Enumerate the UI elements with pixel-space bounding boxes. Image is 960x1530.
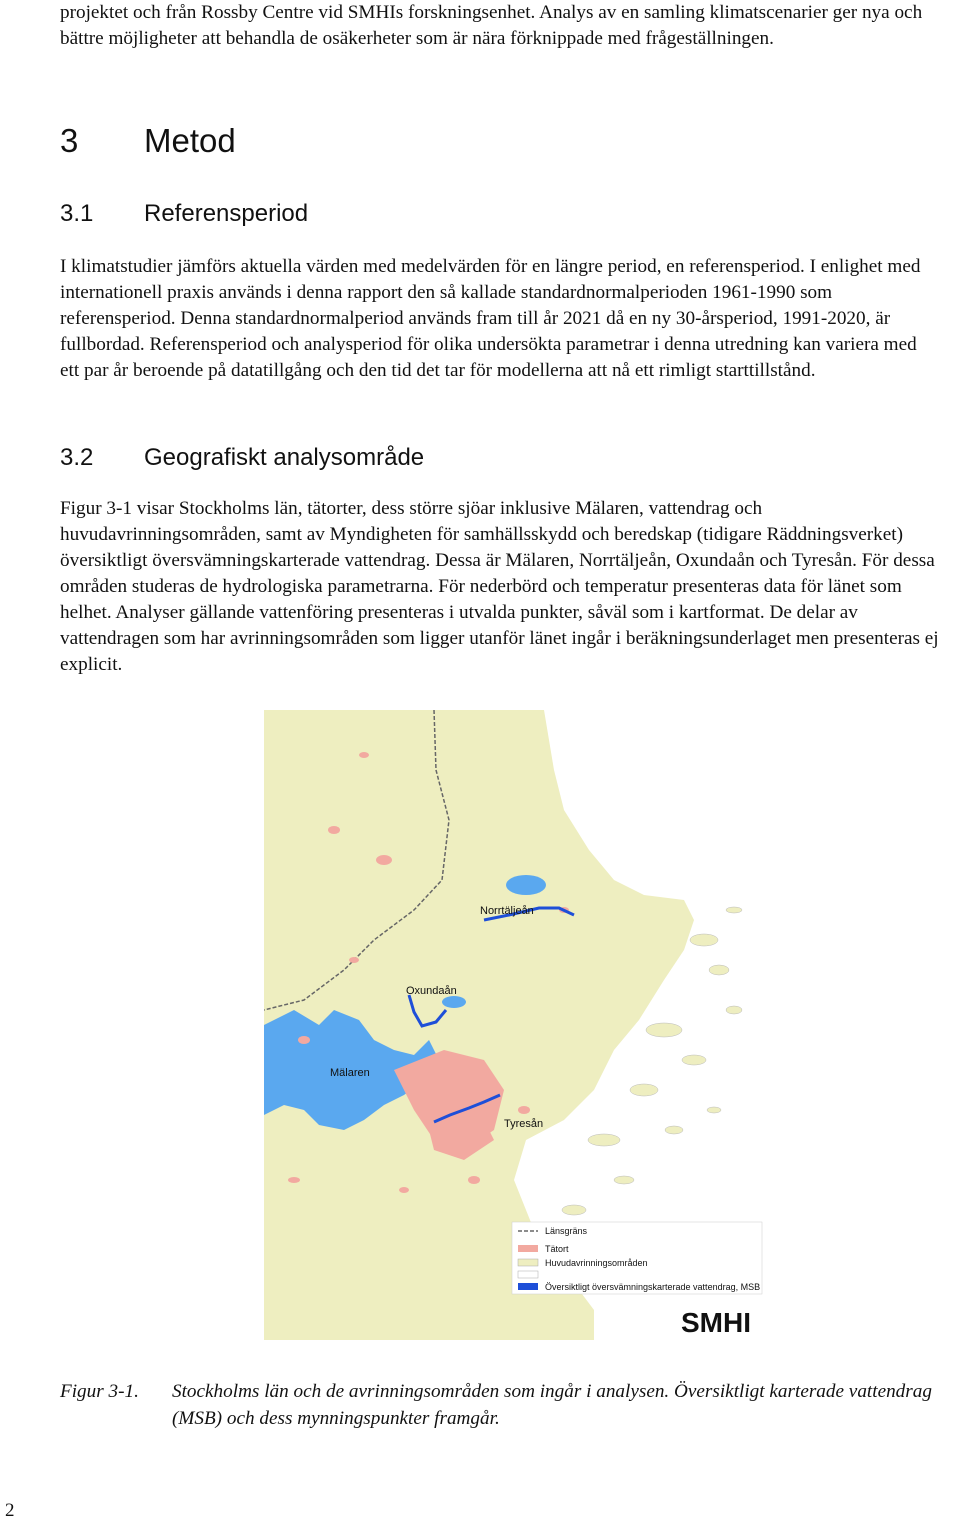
legend-label: Länsgräns [545,1226,588,1236]
smhi-logo: SMHI [681,1307,751,1338]
legend-swatch [518,1259,538,1266]
chapter-heading [60,122,236,160]
legend-swatch [518,1283,538,1290]
legend-swatch [518,1271,538,1278]
chapter-title: Metod [144,122,236,159]
chapter-number: 3 [60,122,79,159]
figure-map [264,710,764,1340]
legend-swatch [518,1245,538,1252]
section-heading-3-1 [60,200,308,228]
caption-label: Figur 3-1. [60,1381,139,1402]
map-legend [512,1222,762,1294]
section-title: Geografiskt analysområde [144,444,425,471]
label-norrtaljean: Norrtäljeån [480,905,534,917]
section-number: 3.2 [60,444,94,471]
legend-label: Huvudavrinningsområden [545,1258,648,1268]
label-oxundaan: Oxundaån [406,985,457,997]
legend-label: Tätort [545,1244,569,1254]
section-number: 3.1 [60,200,94,227]
intro-paragraph: projektet och från Rossby Centre vid SMHIs forskningsenhet. Analys av en samling klimatscenarier ger nya och bättre möjligheter att behandla de osäkerheter som är nära förknippade med frågeställningen. [60,2,923,49]
page-number: 2 [5,1500,15,1521]
label-malaren: Mälaren [330,1067,370,1079]
section-heading-3-2 [60,444,424,472]
legend-label: Översiktligt översvämningskarterade vattendrag, MSB [545,1282,761,1292]
map-lake [442,996,466,1008]
caption-text: Stockholms län och de avrinningsområden som ingår i analysen. Översiktligt karterade vattendrag (MSB) och dess mynningspunkter framgår. [172,1381,932,1429]
label-tyresan: Tyresån [504,1118,544,1130]
section-title: Referensperiod [144,200,309,227]
map-lake [506,875,546,895]
analysomrade-paragraph: Figur 3-1 visar Stockholms län, tätorter, dess större sjöar inklusive Mälaren, vattendrag och huvudavrinningsområden, samt av Myndigheten för samhällsskydd och beredskap (tidigare Räddningsverket) översiktligt översvämningskarterade vattendrag. Dessa är Mälaren, Norrtäljeån, Oxundaån och Tyresån. För dessa områden studeras de hydrologiska parametrarna. För nederbörd och temperatur presenteras data för länet som helhet. Analyser gällande vattenföring presenteras i utvalda punkter, såväl som i kartformat. De delar av vattendragen som har avrinningsområden som ligger utanför länet ingår i beräkningsunderlaget men presenteras ej explicit. [60,498,939,675]
referensperiod-paragraph: I klimatstudier jämförs aktuella värden med medelvärden för en längre period, en referensperiod. I enlighet med internationell praxis används i denna rapport den så kallade standardnormalperioden 1961-1990 som referensperiod. Denna standardnormalperiod används fram till år 2021 då en ny 30-årsperiod, 1991-2020, är fullbordad. Referensperiod och analysperiod för olika undersökta parametrar i denna utredning kan variera med ett par år beroende på datatillgång och den tid det tar för modellerna att nå ett rimligt starttillstånd. [60,256,921,381]
